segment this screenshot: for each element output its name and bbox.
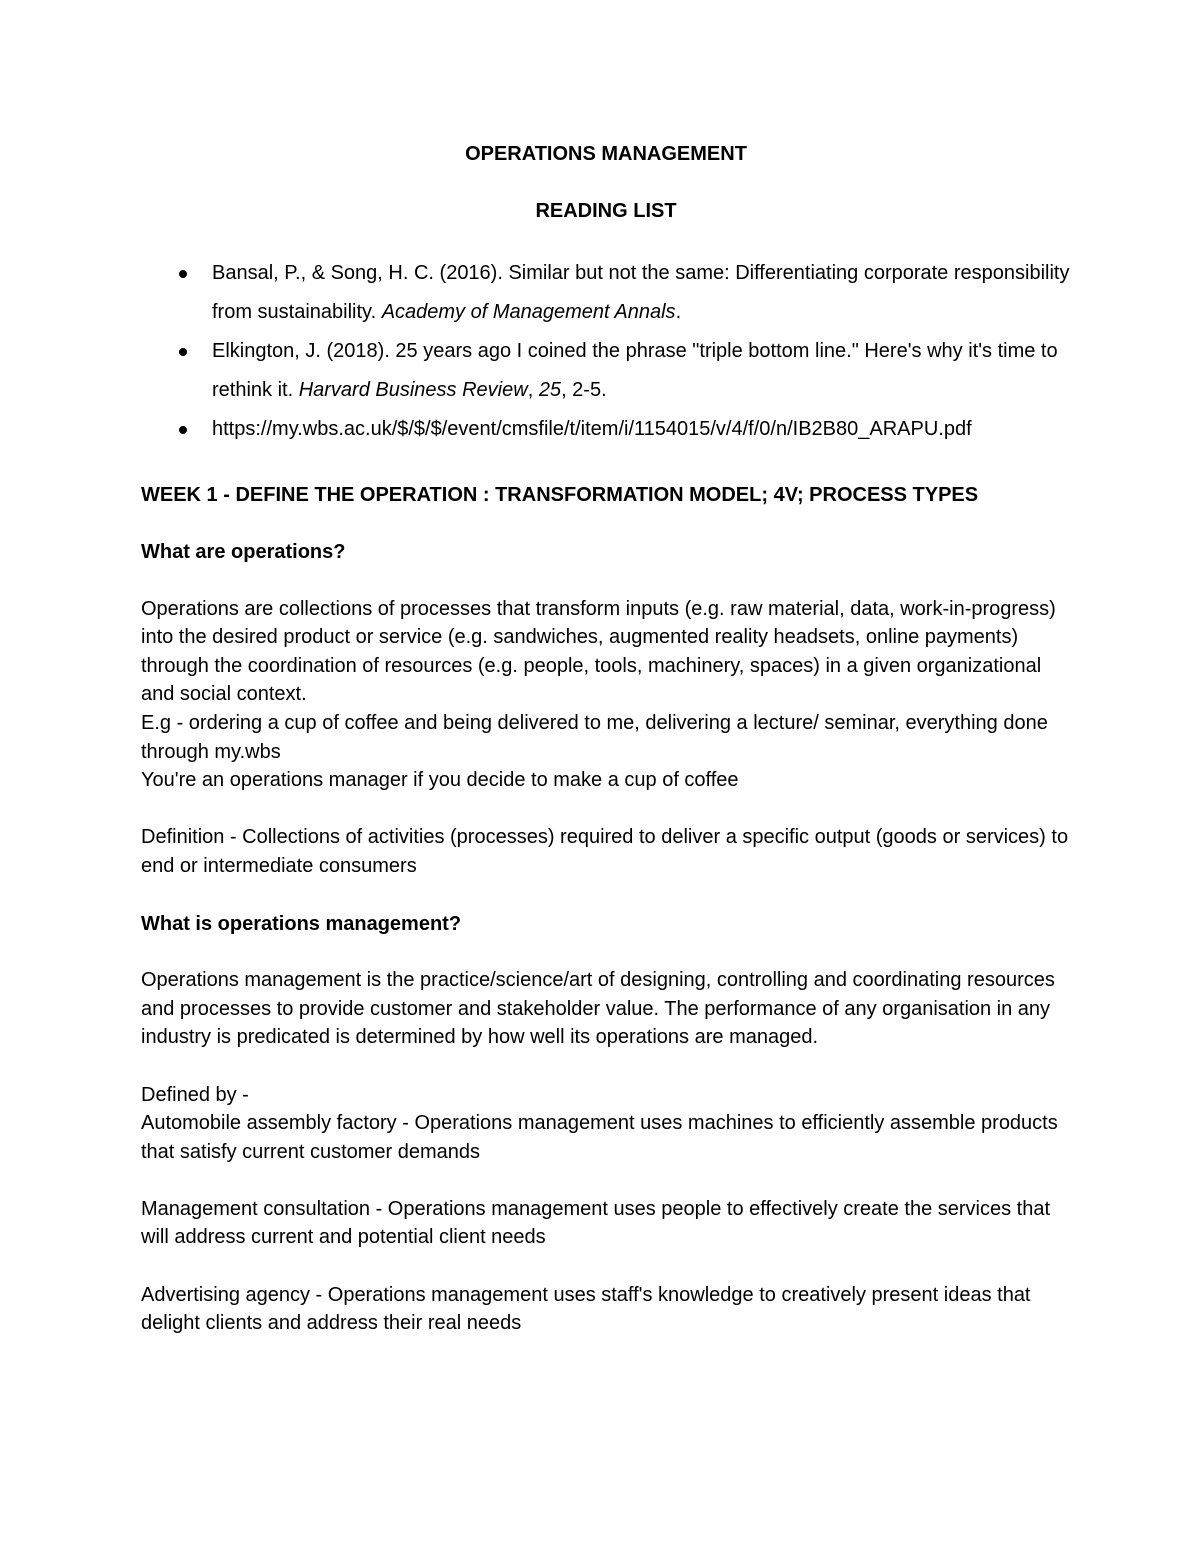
document-content: [141, 140, 1071, 1338]
operations-management-paragraph: Operations management is the practice/science/art of designing, controlling and coordinating resources and processes to provide customer and stakeholder value. The performance of any organisation in any industry is predicated is determined by how well its operations are managed.: [141, 969, 1055, 1049]
question-what-are-operations: What are operations?: [141, 541, 346, 563]
question-what-is-operations-management: What is operations management?: [141, 912, 462, 935]
journal-name: Harvard Business Review: [298, 379, 528, 401]
automobile-paragraph: Automobile assembly factory - Operations management uses machines to efficiently assemble products that satisfy current customer demands: [141, 1112, 1058, 1163]
reading-list-item: [141, 410, 1071, 449]
reference-text: Elkington, J. (2018). 25 years ago I coined the phrase "triple bottom line." Here's why it's time to rethink it.: [212, 340, 1058, 401]
journal-name: Academy of Management Annals: [381, 301, 676, 323]
reading-list-item: [141, 332, 1071, 410]
bullet-icon: [179, 426, 187, 434]
consultation-paragraph: Management consultation - Operations management uses people to effectively create the services that will address current and potential client needs: [141, 1197, 1051, 1249]
reading-list-item: [141, 254, 1071, 332]
example-paragraph: E.g - ordering a cup of coffee and being delivered to me, delivering a lecture/ seminar, everything done through my.wbs: [141, 711, 1048, 763]
advertising-paragraph: Advertising agency - Operations management uses staff's knowledge to creatively present ideas that delight clients and address their real needs: [141, 1283, 1031, 1335]
operations-paragraph: Operations are collections of processes that transform inputs (e.g. raw material, data, work-in-progress) into the desired product or service (e.g. sandwiches, augmented reality headsets, online payments) through the coordination of resources (e.g. people, tools, machinery, spaces) in a given organizational and social context.: [141, 597, 1056, 706]
reference-end: , 2-5.: [561, 379, 607, 401]
reference-separator: ,: [527, 379, 539, 401]
defined-by-label: Defined by -: [141, 1083, 249, 1106]
reading-list-title: READING LIST: [535, 200, 677, 222]
reference-link[interactable]: https://my.wbs.ac.uk/$/$/$/event/cmsfile/t/item/i/1154015/v/4/f/0/n/IB2B80_ARAPU.pdf: [212, 418, 972, 440]
operations-paragraph-group: [141, 595, 1071, 795]
reference-text: Bansal, P., & Song, H. C. (2016). Similar but not the same: Differentiating corporate responsibility from sustainability.: [212, 262, 1070, 323]
journal-volume: 25: [538, 379, 562, 401]
reference-end: .: [675, 301, 682, 323]
manager-line: You're an operations manager if you decide to make a cup of coffee: [141, 769, 739, 792]
document-title: OPERATIONS MANAGEMENT: [465, 143, 747, 165]
bullet-icon: [179, 348, 187, 356]
week-1-heading: WEEK 1 - DEFINE THE OPERATION : TRANSFORMATION MODEL; 4V; PROCESS TYPES: [141, 484, 979, 506]
bullet-icon: [179, 270, 187, 278]
defined-by-group: [141, 1081, 1071, 1167]
reading-list: [141, 254, 1071, 449]
definition-paragraph: Definition - Collections of activities (processes) required to deliver a specific output (goods or services) to end or intermediate consumers: [141, 826, 1069, 877]
